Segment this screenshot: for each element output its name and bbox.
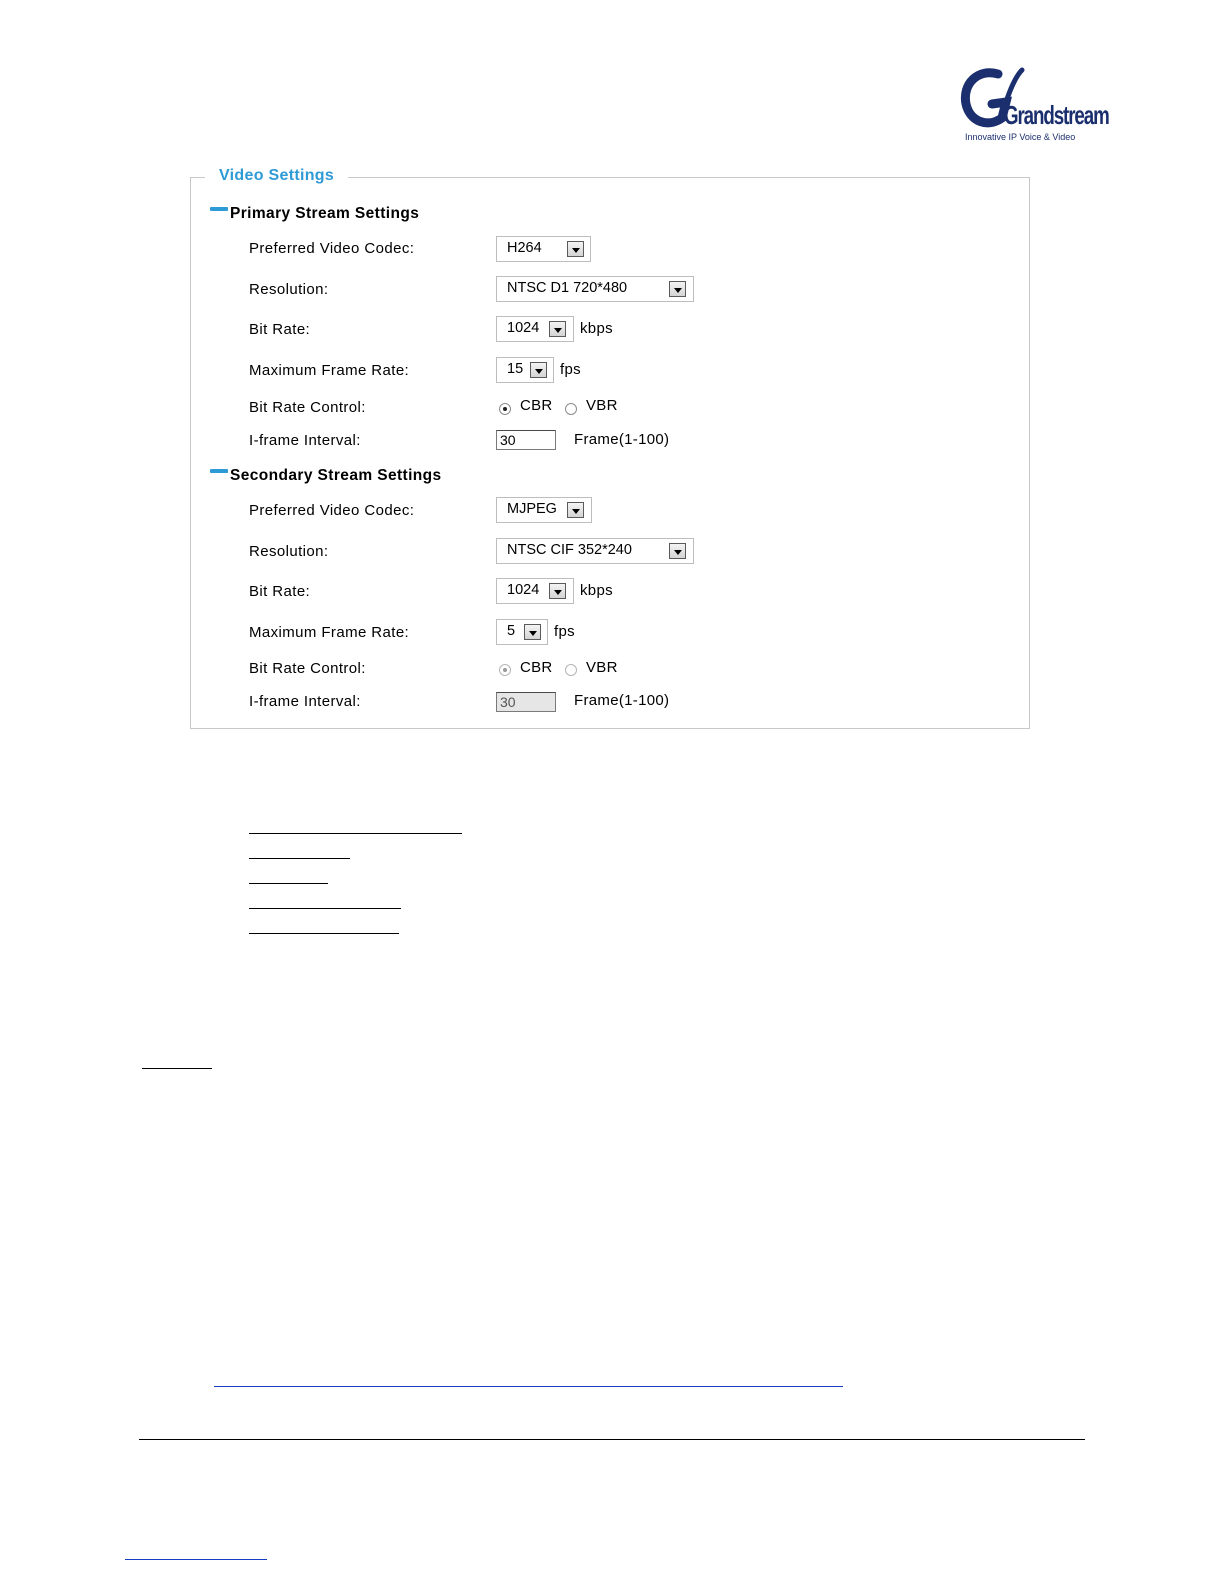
primary-brc-label: Bit Rate Control:	[249, 399, 366, 416]
primary-framerate-label: Maximum Frame Rate:	[249, 362, 410, 379]
primary-codec-label: Preferred Video Codec:	[249, 240, 415, 257]
secondary-iframe-label: I-frame Interval:	[249, 693, 361, 710]
secondary-bitrate-label: Bit Rate:	[249, 583, 311, 600]
hyperlink-underline[interactable]	[125, 1559, 267, 1560]
footer-rule	[139, 1439, 1085, 1440]
chevron-down-icon[interactable]	[530, 362, 547, 378]
underline-mark	[249, 908, 401, 909]
primary-bitrate-unit: kbps	[580, 320, 613, 337]
secondary-iframe-input[interactable]: 30	[496, 692, 556, 712]
underline-mark	[249, 833, 462, 834]
secondary-resolution-select[interactable]: NTSC CIF 352*240	[496, 538, 694, 564]
chevron-down-icon[interactable]	[567, 502, 584, 518]
primary-codec-select[interactable]: H264	[496, 236, 591, 262]
chevron-down-icon[interactable]	[669, 543, 686, 559]
chevron-down-icon[interactable]	[549, 321, 566, 337]
primary-iframe-input[interactable]: 30	[496, 430, 556, 450]
underline-mark	[249, 858, 350, 859]
secondary-codec-label: Preferred Video Codec:	[249, 502, 415, 519]
hyperlink-underline[interactable]	[214, 1386, 843, 1387]
primary-resolution-label: Resolution:	[249, 281, 329, 298]
secondary-framerate-unit: fps	[554, 623, 575, 640]
secondary-framerate-select[interactable]: 5	[496, 619, 548, 645]
secondary-codec-select[interactable]: MJPEG	[496, 497, 592, 523]
underline-mark	[249, 933, 399, 934]
chevron-down-icon[interactable]	[549, 583, 566, 599]
chevron-down-icon[interactable]	[524, 624, 541, 640]
secondary-vbr-label: VBR	[586, 659, 618, 676]
chevron-down-icon[interactable]	[669, 281, 686, 297]
video-settings-panel	[190, 177, 1030, 729]
secondary-bitrate-unit: kbps	[580, 582, 613, 599]
primary-bitrate-select[interactable]: 1024	[496, 316, 574, 342]
collapse-icon[interactable]	[210, 207, 228, 211]
primary-vbr-label: VBR	[586, 397, 618, 414]
primary-vbr-radio[interactable]	[565, 403, 577, 415]
primary-bitrate-label: Bit Rate:	[249, 321, 311, 338]
secondary-stream-heading[interactable]: Secondary Stream Settings	[210, 467, 442, 485]
primary-framerate-select[interactable]: 15	[496, 357, 554, 383]
panel-title: Video Settings	[205, 166, 348, 186]
secondary-iframe-hint: Frame(1-100)	[574, 692, 670, 709]
secondary-vbr-radio[interactable]	[565, 664, 577, 676]
secondary-resolution-label: Resolution:	[249, 543, 329, 560]
underline-mark	[249, 883, 328, 884]
secondary-brc-label: Bit Rate Control:	[249, 660, 366, 677]
secondary-cbr-label: CBR	[520, 659, 553, 676]
underline-mark	[142, 1068, 212, 1069]
secondary-bitrate-select[interactable]: 1024	[496, 578, 574, 604]
primary-resolution-select[interactable]: NTSC D1 720*480	[496, 276, 694, 302]
primary-cbr-radio[interactable]	[499, 403, 511, 415]
primary-stream-heading[interactable]: Primary Stream Settings	[210, 205, 419, 223]
chevron-down-icon[interactable]	[567, 241, 584, 257]
secondary-cbr-radio[interactable]	[499, 664, 511, 676]
primary-iframe-hint: Frame(1-100)	[574, 431, 670, 448]
logo-wordmark: Grandstream	[1004, 100, 1109, 130]
logo-tagline: Innovative IP Voice & Video	[965, 132, 1076, 142]
primary-framerate-unit: fps	[560, 361, 581, 378]
primary-cbr-label: CBR	[520, 397, 553, 414]
primary-iframe-label: I-frame Interval:	[249, 432, 361, 449]
collapse-icon[interactable]	[210, 469, 228, 473]
secondary-framerate-label: Maximum Frame Rate:	[249, 624, 410, 641]
